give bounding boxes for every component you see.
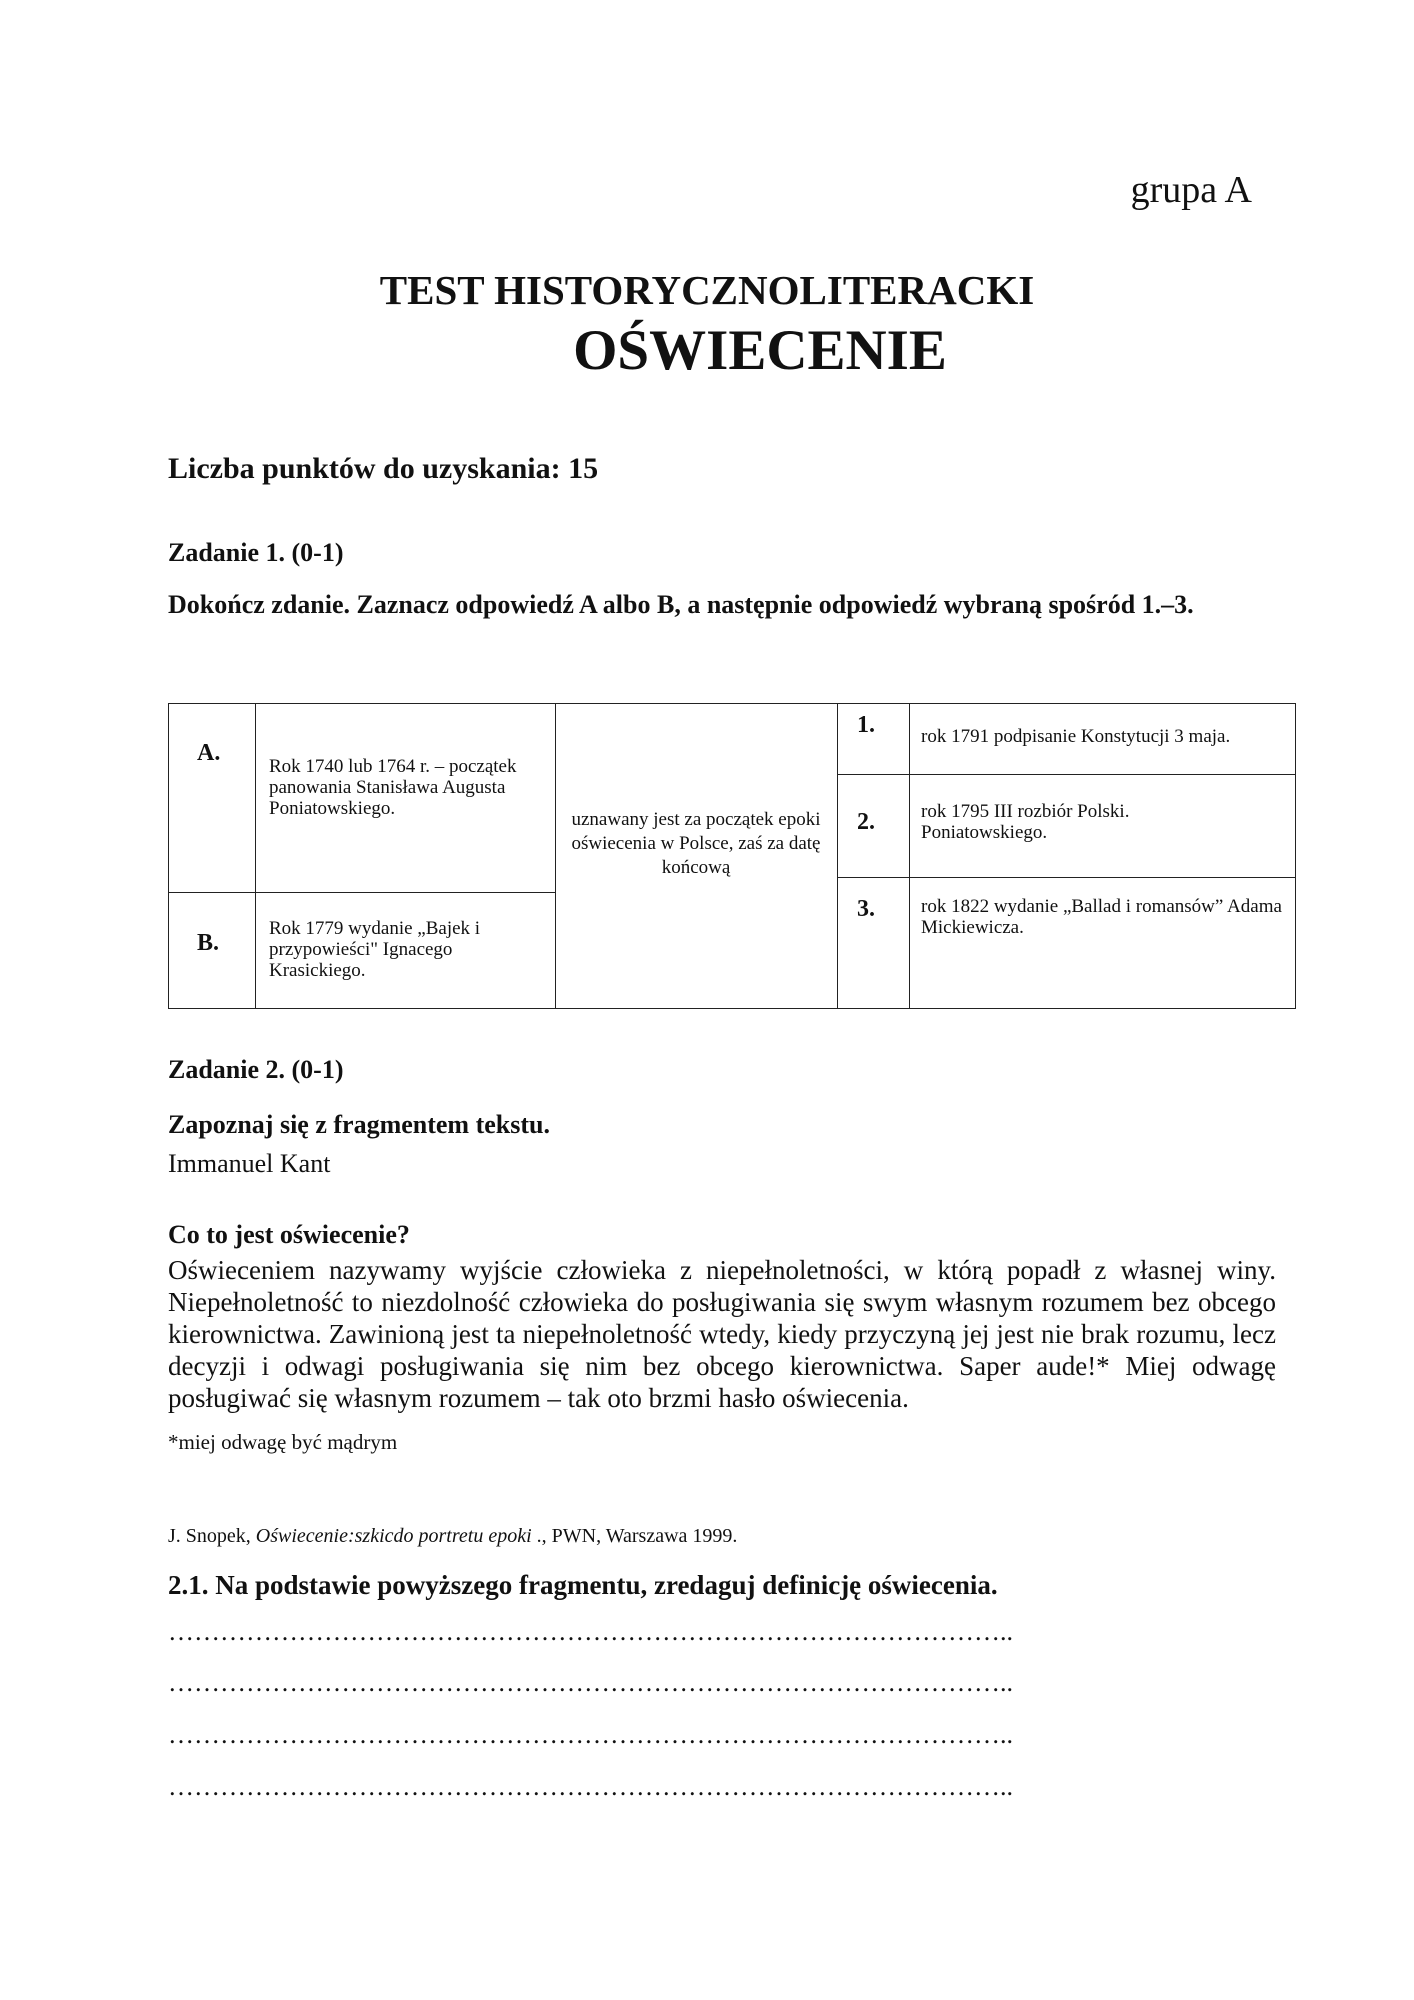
answer-table [168, 703, 1296, 1009]
task1-instruction: Dokończ zdanie. Zaznacz odpowiedź A albo B, a następnie odpowiedź wybraną spośród 1.–3. [168, 590, 1194, 619]
table-divider [555, 704, 556, 1008]
text-passage: Oświeceniem nazywamy wyjście człowieka z niepełnoletności, w którą popadł z własnej winy. Niepełnoletność to niezdolność człowieka do posługiwania się swym własnym rozumem bez obcego kierownictwa. Zawinioną jest ta niepełnoletność wtedy, kiedy przyczyną jej jest nie brak rozumu, lecz decyzji i odwagi posługiwania się nim bez obcego kierownictwa. Saper aude!* Miej odwagę posługiwać się własnym rozumem – tak oto brzmi hasło oświecenia. [168, 1255, 1276, 1413]
table-divider [837, 877, 1295, 878]
option-b-text: Rok 1779 wydanie „Bajek i przypowieści" Ignacego Krasickiego. [269, 918, 481, 981]
option-2-text: rok 1795 III rozbiór Polski. Poniatowskiego. [921, 801, 1130, 843]
footnote: *miej odwagę być mądrym [168, 1430, 398, 1454]
table-divider [837, 774, 1295, 775]
test-subtitle: OŚWIECENIE [573, 319, 947, 382]
points-total: Liczba punktów do uzyskania: 15 [168, 452, 599, 485]
option-2-number[interactable]: 2. [857, 809, 875, 835]
test-title: TEST HISTORYCZNOLITERACKI [379, 267, 1035, 313]
table-divider [837, 704, 838, 1008]
option-a-letter[interactable]: A. [197, 740, 221, 766]
option-a-text: Rok 1740 lub 1764 r. – początek panowania Stanisława Augusta Poniatowskiego. [269, 756, 517, 819]
middle-statement: uznawany jest za początek epoki oświecenia w Polsce, zaś za datę końcową [571, 809, 821, 878]
table-divider [255, 704, 256, 1008]
table-divider [909, 704, 910, 1008]
task2-title: Zadanie 2. (0-1) [168, 1055, 344, 1084]
table-divider [169, 892, 555, 893]
answer-line[interactable]: …………………………………………………………………………………….. [168, 1720, 1013, 1749]
option-3-number[interactable]: 3. [857, 896, 875, 922]
source-publisher: ., PWN, Warszawa 1999. [531, 1525, 738, 1547]
task1-title: Zadanie 1. (0-1) [168, 538, 344, 567]
group-label: grupa A [1130, 169, 1252, 211]
answer-line[interactable]: …………………………………………………………………………………….. [168, 1617, 1013, 1646]
answer-line[interactable]: …………………………………………………………………………………….. [168, 1668, 1013, 1697]
source-citation [168, 1525, 737, 1548]
subtask-2-1: 2.1. Na podstawie powyższego fragmentu, zredaguj definicję oświecenia. [168, 1570, 998, 1600]
answer-line[interactable]: …………………………………………………………………………………….. [168, 1772, 1013, 1801]
task2-instruction: Zapoznaj się z fragmentem tekstu. [168, 1110, 550, 1139]
text-title: Co to jest oświecenie? [168, 1220, 410, 1249]
option-b-letter[interactable]: B. [197, 930, 220, 956]
source-title: Oświecenie:szkicdo portretu epoki [255, 1525, 532, 1547]
text-author: Immanuel Kant [168, 1149, 331, 1178]
source-author: J. Snopek, [168, 1525, 256, 1547]
option-1-text: rok 1791 podpisanie Konstytucji 3 maja. [921, 726, 1231, 747]
option-3-text: rok 1822 wydanie „Ballad i romansów” Adama Mickiewicza. [921, 896, 1282, 938]
option-1-number[interactable]: 1. [857, 712, 875, 738]
